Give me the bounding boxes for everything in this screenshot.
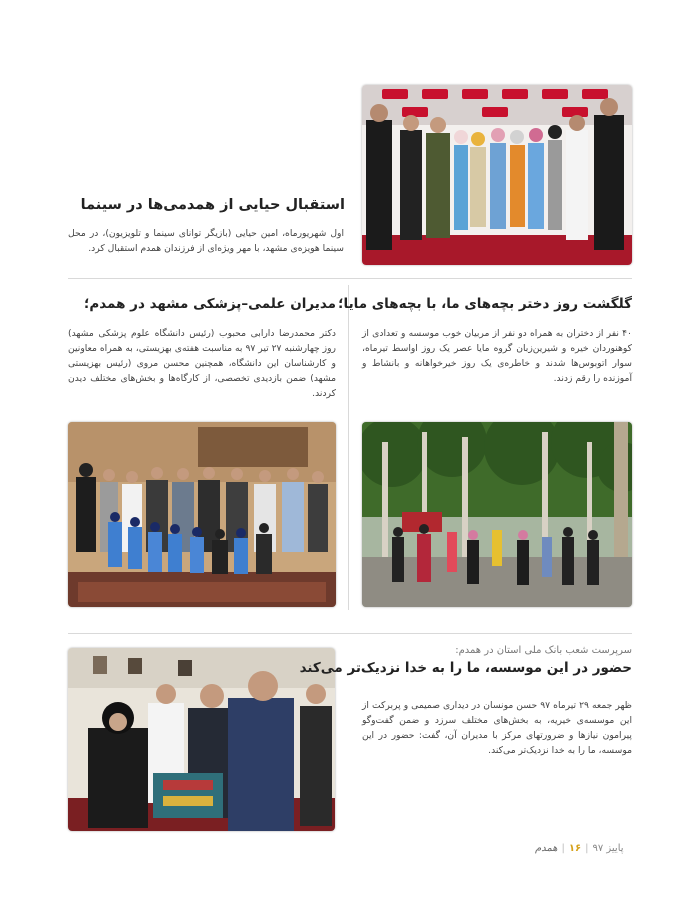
article-body: دکتر محمدرضا دارابی محبوب (رئیس دانشگاه علوم پزشکی مشهد) روز چهارشنبه ۲۷ تیر ۹۷ به مناسبت هفته‌ی بهزیستی، به همراه معاونین و کارشناسان این دانشگاه، همچنین محسن مروی (رئیس بهزیستی مشهد) ضمن بازدیدی تخصصی، از کارگاه‌ها و بخش‌های مختلف دیدن کردند.: [68, 328, 336, 399]
divider: [68, 633, 632, 634]
footer-separator: |: [561, 843, 565, 854]
footer-separator: |: [585, 843, 589, 854]
season-label: پاییز ۹۷: [592, 843, 624, 854]
page-number: ۱۶: [568, 843, 582, 854]
article-body: ظهر جمعه ۲۹ تیرماه ۹۷ حسن مونسان در دیداری صمیمی و پربرکت از این موسسه‌ی خیریه، به بخش‌های مختلف سرزد و ضمن گفت‌وگو پیرامون نیازها و ضرورتهای مرکز با مدیران آن، گفت: حضور در این موسسه، ما را به خدا نزدیک‌تر می‌کند.: [362, 700, 632, 756]
article-title: حضور در این موسسه، ما را به خدا نزدیک‌تر می‌کند: [299, 660, 632, 676]
university-visit-photo: [68, 422, 336, 607]
article-kicker: سرپرست شعب بانک ملی استان در همدم:: [455, 645, 632, 656]
cinema-group-photo: [362, 85, 632, 265]
article-body: اول شهریورماه، امین حیایی (بازیگر توانای سینما و تلویزیون)، در محل سینما هویزه‌ی مشهد، با مهر ویژه‌ای از فرزندان همدم استقبال کرد.: [68, 228, 344, 254]
article-title: گلگشت روز دختر بچه‌های ما، با بچه‌های مایا؛: [338, 296, 632, 312]
article-title: استقبال حیایی از همدمی‌ها در سینما: [80, 197, 345, 213]
divider: [68, 278, 632, 279]
divider: [348, 285, 349, 610]
article-body: ۴۰ نفر از دختران به همراه دو نفر از مربیان خوب موسسه و تعدادی از کوهنوردان خیره و شیرین‌زبان گروه مایا عصر یک روز اواسط تیرماه، سوار اتوبوس‌ها شدند و خاطره‌ی یک روز خیرخواهانه و بانشاط و آموزنده را رقم زدند.: [362, 328, 632, 384]
forest-outing-photo: [362, 422, 632, 607]
bank-visit-photo: [68, 648, 335, 831]
article-title: مدیران علمی–پزشکی مشهد در همدم؛: [83, 296, 336, 312]
magazine-logo: همدم: [535, 843, 558, 854]
page-footer: [535, 843, 624, 854]
